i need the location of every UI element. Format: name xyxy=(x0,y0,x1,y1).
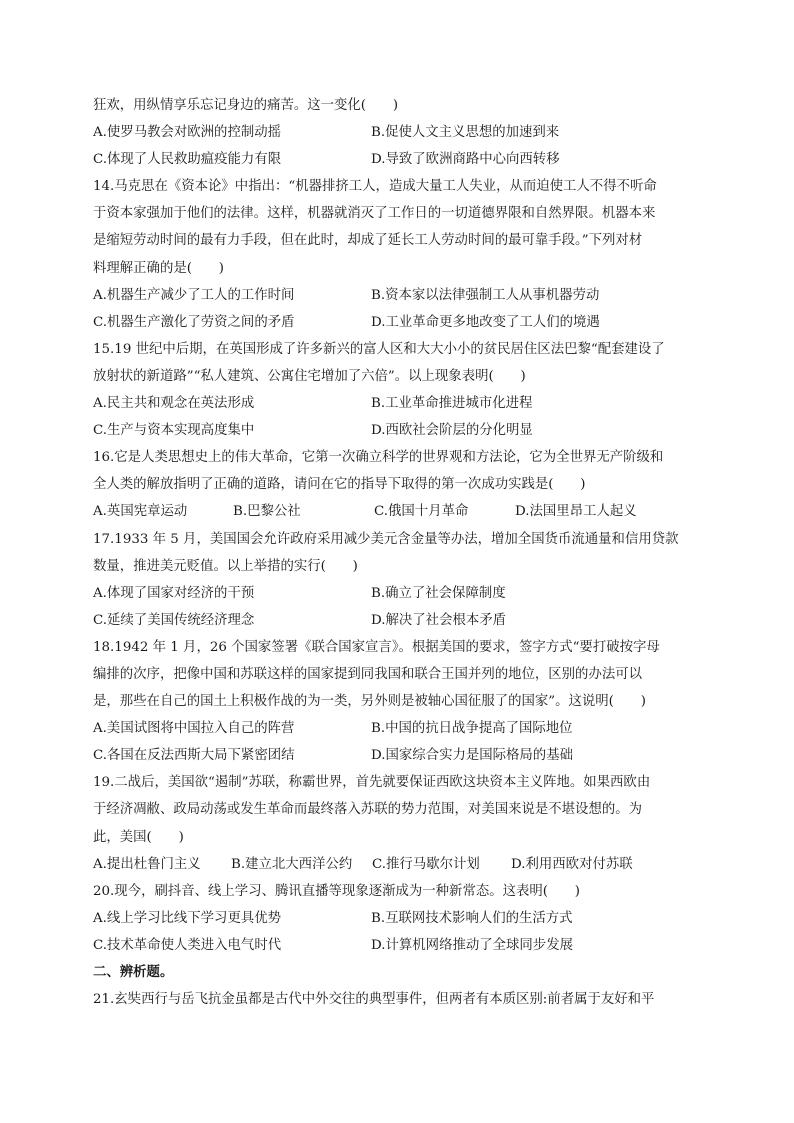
q19-option-d[interactable]: D.利用西欧对付苏联 xyxy=(511,856,633,872)
q14-option-d[interactable]: D.工业革命更多地改变了工人们的境遇 xyxy=(371,314,600,330)
q17-stem-line-2: 数量，推进美元贬值。以上举措的实行( ) xyxy=(93,558,358,574)
q19-options-row xyxy=(93,851,705,878)
q17-option-b[interactable]: B.确立了社会保障制度 xyxy=(371,585,506,601)
q20-option-a[interactable]: A.线上学习比线下学习更具优势 xyxy=(93,910,282,926)
q18-option-c[interactable]: C.各国在反法西斯大局下紧密团结 xyxy=(93,748,295,764)
q18-stem-line-3: 是，那些在自己的国土上积极作战的为一类，另外则是被轴心国征服了的国家”。这说明( ) xyxy=(93,694,646,710)
q18-option-a[interactable]: A.美国试图将中国拉入自己的阵营 xyxy=(93,721,295,737)
q18-options-row-1 xyxy=(93,715,705,742)
q19-stem-line-2: 于经济凋敝、政局动荡或发生革命而最终落入苏联的势力范围，对美国来说是不堪设想的。为 xyxy=(93,802,643,818)
q18-stem-line-2: 编排的次序，把像中国和苏联这样的国家提到同我国和联合王国并列的地位，区别的办法可以 xyxy=(93,666,643,682)
q19-option-a[interactable]: A.提出杜鲁门主义 xyxy=(93,856,201,872)
q14-stem-line-1: 14.马克思在《资本论》中指出：“机器排挤工人，造成大量工人失业，从而迫使工人不得不听命 xyxy=(93,179,657,195)
q14-option-b[interactable]: B.资本家以法律强制工人从事机器劳动 xyxy=(371,287,600,303)
q14-option-c[interactable]: C.机器生产激化了劳资之间的矛盾 xyxy=(93,314,295,330)
q13-option-a[interactable]: A.使罗马教会对欧洲的控制动摇 xyxy=(93,125,282,141)
q17-option-c[interactable]: C.延续了美国传统经济理念 xyxy=(93,612,255,628)
q15-stem-line-2: 放射状的新道路”“私人建筑、公寓住宅增加了六倍”。以上现象表明( ) xyxy=(93,368,526,384)
q19-option-c[interactable]: C.推行马歇尔计划 xyxy=(372,856,480,872)
q16-option-b[interactable]: B.巴黎公社 xyxy=(233,504,301,520)
q17-option-d[interactable]: D.解决了社会根本矛盾 xyxy=(371,612,507,628)
q14-stem-line-3: 是缩短劳动时间的最有力手段，但在此时，却成了延长工人劳动时间的最可靠手段。”下列对材 xyxy=(93,233,643,249)
q20-option-c[interactable]: C.技术革命使人类进入电气时代 xyxy=(93,937,282,953)
q20-option-b[interactable]: B.互联网技术影响人们的生活方式 xyxy=(371,910,573,926)
q20-stem-line-1: 20.现今，刷抖音、线上学习、腾讯直播等现象逐渐成为一种新常态。这表明( ) xyxy=(93,883,581,899)
q16-stem-line-1: 16.它是人类思想史上的伟大革命，它第一次确立科学的世界观和方法论，它为全世界无产阶级和 xyxy=(93,450,664,466)
q13-option-c[interactable]: C.体现了人民救助瘟疫能力有限 xyxy=(93,152,282,168)
q15-options-row-1 xyxy=(93,390,705,417)
q13-option-b[interactable]: B.促使人文主义思想的加速到来 xyxy=(371,125,560,141)
q20-options-row-1 xyxy=(93,905,705,932)
q16-option-d[interactable]: D.法国里昂工人起义 xyxy=(515,504,637,520)
q19-stem-line-1: 19.二战后，美国欲“遏制”苏联，称霸世界，首先就要保证西欧这块资本主义阵地。如果西欧由 xyxy=(93,775,651,791)
q15-option-d[interactable]: D.西欧社会阶层的分化明显 xyxy=(371,423,533,439)
q16-option-c[interactable]: C.俄国十月革命 xyxy=(374,504,469,520)
section-heading-analysis: 二、辨析题。 xyxy=(93,964,174,980)
q15-option-a[interactable]: A.民主共和观念在英法形成 xyxy=(93,396,255,412)
q19-stem-line-3: 此，美国( ) xyxy=(93,829,184,845)
exam-page xyxy=(93,92,705,1013)
q17-option-a[interactable]: A.体现了国家对经济的干预 xyxy=(93,585,255,601)
q18-options-row-2 xyxy=(93,742,705,769)
q13-options-row-2 xyxy=(93,146,705,173)
q17-stem-line-1: 17.1933 年 5 月，美国国会允许政府采用减少美元含金量等办法，增加全国货币流通量和信用贷款 xyxy=(93,531,679,547)
q15-option-c[interactable]: C.生产与资本实现高度集中 xyxy=(93,423,255,439)
q15-stem-line-1: 15.19 世纪中后期，在英国形成了许多新兴的富人区和大大小小的贫民居住区法巴黎“配套建设了 xyxy=(93,341,665,357)
q16-stem-line-2: 全人类的解放指明了正确的道路，请问在它的指导下取得的第一次成功实践是( ) xyxy=(93,477,586,493)
q14-stem-line-4: 料理解正确的是( ) xyxy=(93,260,224,276)
q18-option-b[interactable]: B.中国的抗日战争提高了国际地位 xyxy=(371,721,573,737)
q14-options-row-1 xyxy=(93,282,705,309)
q20-option-d[interactable]: D.计算机网络推动了全球同步发展 xyxy=(371,937,573,953)
q20-options-row-2 xyxy=(93,932,705,959)
q13-stem-continued: 狂欢，用纵情享乐忘记身边的痛苦。这一变化( ) xyxy=(93,98,399,113)
q14-options-row-2 xyxy=(93,309,705,336)
q21-stem-line-1: 21.玄奘西行与岳飞抗金虽都是古代中外交往的典型事件，但两者有本质区别:前者属于友好和平 xyxy=(93,992,655,1008)
q17-options-row-2 xyxy=(93,607,705,634)
q18-option-d[interactable]: D.国家综合实力是国际格局的基础 xyxy=(371,748,573,764)
q15-option-b[interactable]: B.工业革命推进城市化进程 xyxy=(371,396,533,412)
q16-option-a[interactable]: A.英国宪章运动 xyxy=(93,504,188,520)
q13-options-row-1 xyxy=(93,119,705,146)
q15-options-row-2 xyxy=(93,417,705,444)
q14-stem-line-2: 于资本家强加于他们的法律。这样，机器就消灭了工作日的一切道德界限和自然界限。机器本来 xyxy=(93,206,656,222)
q19-option-b[interactable]: B.建立北大西洋公约 xyxy=(231,856,353,872)
q13-option-d[interactable]: D.导致了欧洲商路中心向西转移 xyxy=(371,152,560,168)
q14-option-a[interactable]: A.机器生产减少了工人的工作时间 xyxy=(93,287,295,303)
q17-options-row-1 xyxy=(93,580,705,607)
q16-options-row xyxy=(93,498,705,525)
q18-stem-line-1: 18.1942 年 1 月，26 个国家签署《联合国家宣言》。根据美国的要求，签字方式“要打破按字母 xyxy=(93,639,660,655)
